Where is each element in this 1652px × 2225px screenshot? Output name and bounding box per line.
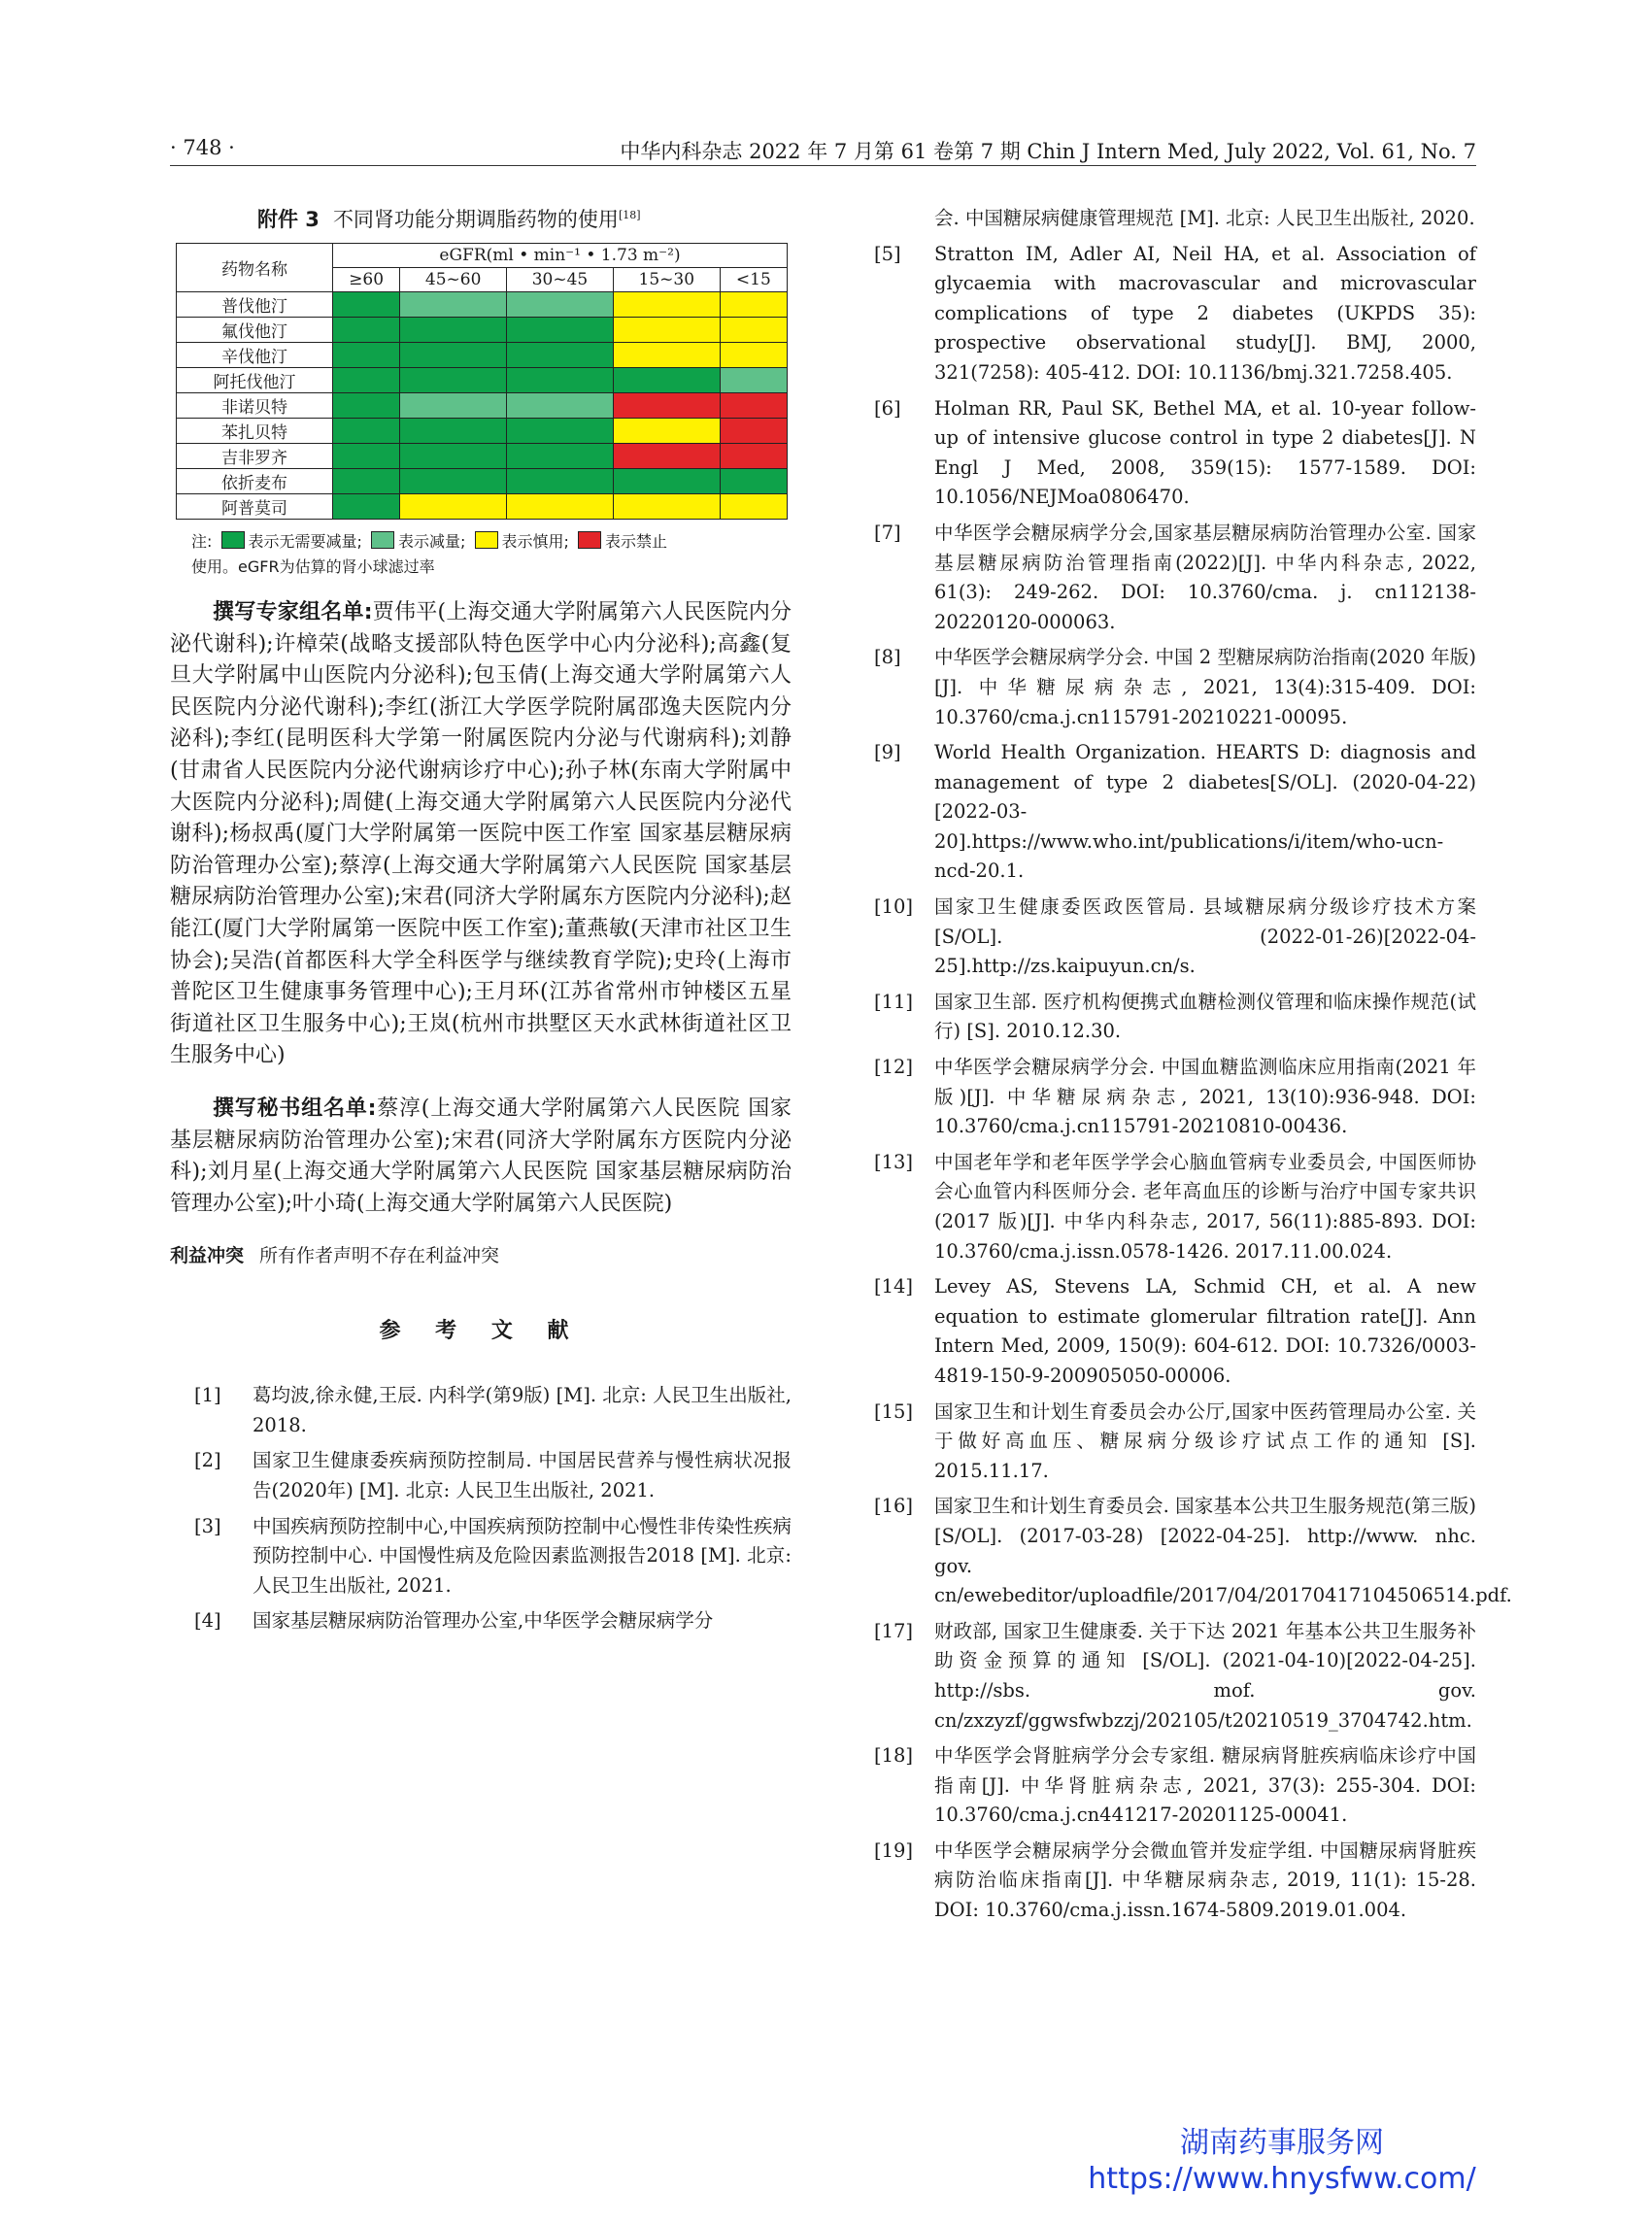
table-legend	[191, 529, 792, 580]
recommendation-cell	[720, 343, 787, 368]
recommendation-cell	[720, 318, 787, 343]
reference-number: [6]	[874, 396, 901, 420]
drug-row	[177, 419, 788, 444]
recommendation-cell	[400, 494, 507, 520]
reference-number: [19]	[874, 1838, 914, 1862]
reference-text: 国家卫生健康委医政医管局. 县域糖尿病分级诊疗技术方案 [S/OL]. (2022-01-26)[2022-04-25].http://zs.kaipuyun.cn/s.	[934, 895, 1476, 978]
recommendation-cell	[507, 419, 614, 444]
reference-number: [1]	[194, 1384, 221, 1407]
recommendation-cell	[613, 318, 720, 343]
egfr-header: eGFR(ml • min⁻¹ • 1.73 m⁻²)	[333, 244, 788, 268]
conflict-statement	[170, 1241, 792, 1267]
recommendation-cell	[613, 444, 720, 469]
recommendation-cell	[333, 292, 400, 318]
left-column	[170, 204, 792, 1642]
reference-item	[874, 1617, 1476, 1736]
drug-row	[177, 494, 788, 520]
conflict-text: 所有作者声明不存在利益冲突	[259, 1245, 500, 1267]
secretary-list-text: 蔡淳(上海交通大学附属第六人民医院 国家基层糖尿病防治管理办公室);宋君(同济大学附属东方医院内分泌科);刘月星(上海交通大学附属第六人民医院 国家基层糖尿病防治管理办公室);叶小琦(上海交通大学附属第六人民医院)	[170, 1096, 792, 1216]
recommendation-cell	[333, 419, 400, 444]
legend-green-label: 表示无需要减量;	[248, 532, 362, 551]
reference-item	[874, 519, 1476, 637]
recommendation-cell	[400, 419, 507, 444]
reference-item	[170, 1512, 792, 1601]
attachment-label: 附件 3	[257, 208, 320, 231]
reference-number: [14]	[874, 1275, 914, 1298]
reference-number: [7]	[874, 521, 901, 544]
reference-text: Holman RR, Paul SK, Bethel MA, et al. 10-year follow-up of intensive glucose control in type 2 diabetes[J]. N Engl J Med, 2008, 359(15): 1577-1589. DOI: 10.1056/NEJMoa0806470.	[934, 396, 1476, 509]
reference-item	[874, 1148, 1476, 1266]
drug-row	[177, 393, 788, 419]
recommendation-cell	[333, 469, 400, 494]
recommendation-cell	[507, 444, 614, 469]
reference-text: 中华医学会糖尿病学分会微血管并发症学组. 中国糖尿病肾脏疾病防治临床指南[J]. 中华糖尿病杂志, 2019, 11(1): 15-28. DOI: 10.3760/cma.j.issn.1674-5809.2019.01.004.	[934, 1838, 1476, 1922]
legend-red-label: 表示禁止	[605, 532, 668, 551]
expert-list-text: 贾伟平(上海交通大学附属第六人民医院内分泌代谢科);许樟荣(战略支援部队特色医学中心内分泌科);高鑫(复旦大学附属中山医院内分泌科);包玉倩(上海交通大学附属第六人民医院内分泌代谢科);李红(浙江大学医学院附属邵逸夫医院内分泌科);李红(昆明医科大学第一附属医院内分泌与代谢病科);刘静(甘肃省人民医院内分泌代谢病诊疗中心);孙子林(东南大学附属中大医院内分泌科);周健(上海交通大学附属第六人民医院内分泌代谢科);杨叔禹(厦门大学附属第一医院中医工作室 国家基层糖尿病防治管理办公室);蔡淳(上海交通大学附属第六人民医院 国家基层糖尿病防治管理办公室);宋君(同济大学附属东方医院内分泌科);赵能江(厦门大学附属第一医院中医工作室);董燕敏(天津市社区卫生协会);吴浩(首都医科大学全科医学与继续教育学院);史玲(上海市普陀区卫生健康事务管理中心);王月环(江苏省常州市钟楼区五星街道社区卫生服务中心);王岚(杭州市拱墅区天水武林街道社区卫生服务中心)	[170, 600, 792, 1068]
recommendation-cell	[333, 343, 400, 368]
attachment-ref: [18]	[618, 209, 641, 221]
reference-text: 会. 中国糖尿病健康管理规范 [M]. 北京: 人民卫生出版社, 2020.	[934, 207, 1475, 229]
stage-header: 30~45	[507, 268, 614, 292]
drug-row	[177, 343, 788, 368]
recommendation-cell	[333, 494, 400, 520]
drug-name: 依折麦布	[177, 469, 333, 494]
drug-table	[176, 243, 788, 520]
running-header	[170, 134, 1476, 166]
drug-name: 阿普莫司	[177, 494, 333, 520]
reference-number: [4]	[194, 1609, 221, 1633]
reference-item	[170, 1381, 792, 1440]
recommendation-cell	[507, 368, 614, 393]
secretary-list	[170, 1094, 792, 1220]
reference-text: 中华医学会糖尿病学分会. 中国 2 型糖尿病防治指南(2020 年版)[J]. 中华糖尿病杂志, 2021, 13(4):315-409. DOI: 10.3760/cma.j.cn115791-20210221-00095.	[934, 646, 1476, 728]
recommendation-cell	[507, 292, 614, 318]
recommendation-cell	[720, 292, 787, 318]
reference-item	[170, 1446, 792, 1505]
drug-name: 普伐他汀	[177, 292, 333, 318]
legend-red-swatch	[578, 531, 601, 549]
drug-row	[177, 368, 788, 393]
recommendation-cell	[613, 469, 720, 494]
recommendation-cell	[507, 494, 614, 520]
reference-item	[874, 1053, 1476, 1142]
watermark-name: 湖南药事服务网	[1180, 2126, 1384, 2160]
stage-header: ≥60	[333, 268, 400, 292]
recommendation-cell	[333, 368, 400, 393]
reference-text: 国家卫生和计划生育委员会. 国家基本公共卫生服务规范(第三版) [S/OL]. (2017-03-28) [2022-04-25]. http://www. nhc. gov. cn/ewebeditor/uploadfile/2017/04/20170417104506514.pdf.	[934, 1495, 1512, 1607]
reference-text: 国家卫生和计划生育委员会办公厅,国家中医药管理局办公室. 关于做好高血压、糖尿病分级诊疗试点工作的通知 [S]. 2015.11.17.	[934, 1399, 1476, 1482]
recommendation-cell	[507, 343, 614, 368]
recommendation-cell	[333, 393, 400, 419]
reference-number: [12]	[874, 1056, 914, 1079]
recommendation-cell	[507, 318, 614, 343]
drug-name: 辛伐他汀	[177, 343, 333, 368]
recommendation-cell	[613, 368, 720, 393]
reference-text: 中华医学会糖尿病学分会,国家基层糖尿病防治管理办公室. 国家基层糖尿病防治管理指南(2022)[J]. 中华内科杂志, 2022, 61(3): 249-262. DOI: 10.3760/cma. j. cn112138-20220120-000063.	[934, 521, 1476, 633]
recommendation-cell	[613, 419, 720, 444]
drug-name: 非诺贝特	[177, 393, 333, 419]
recommendation-cell	[613, 494, 720, 520]
attachment-title	[257, 204, 792, 243]
recommendation-cell	[333, 318, 400, 343]
legend-light-swatch	[371, 531, 394, 549]
drug-name: 阿托伐他汀	[177, 368, 333, 393]
reference-item	[874, 394, 1476, 513]
recommendation-cell	[333, 444, 400, 469]
legend-light-label: 表示减量;	[398, 532, 466, 551]
reference-number: [5]	[874, 242, 901, 265]
reference-text: World Health Organization. HEARTS D: diagnosis and management of type 2 diabetes[S/OL]. (2020-04-22)[2022-03-20].https://www.who.int/publications/i/item/who-ucn-ncd-20.1.	[934, 741, 1476, 883]
reference-text: 中国老年学和老年医学学会心脑血管病专业委员会, 中国医师协会心血管内科医师分会. 老年高血压的诊断与治疗中国专家共识(2017 版)[J]. 中华内科杂志, 2017, 56(11):885-893. DOI: 10.3760/cma.j.issn.0578-1426. 2017.11.00.024.	[934, 1150, 1476, 1263]
watermark	[1078, 2125, 1486, 2197]
recommendation-cell	[720, 393, 787, 419]
right-column	[874, 204, 1512, 1932]
reference-text: 国家卫生健康委疾病预防控制局. 中国居民营养与慢性病状况报告(2020年) [M]. 北京: 人民卫生出版社, 2021.	[253, 1449, 792, 1502]
reference-text: 国家基层糖尿病防治管理办公室,中华医学会糖尿病学分	[253, 1609, 714, 1633]
recommendation-cell	[400, 343, 507, 368]
reference-number: [11]	[874, 990, 914, 1013]
reference-item	[874, 1492, 1512, 1610]
attachment-title-text: 不同肾功能分期调脂药物的使用	[332, 208, 619, 231]
reference-number: [13]	[874, 1150, 914, 1173]
watermark-url[interactable]: https://www.hnysfww.com/	[1088, 2162, 1476, 2196]
drug-name: 苯扎贝特	[177, 419, 333, 444]
reference-number: [3]	[194, 1514, 221, 1537]
reference-number: [10]	[874, 895, 914, 919]
reference-item	[874, 1837, 1476, 1926]
reference-number: [17]	[874, 1619, 914, 1642]
legend-line2: 使用。eGFR为估算的肾小球滤过率	[191, 557, 435, 576]
reference-text: 国家卫生部. 医疗机构便携式血糖检测仪管理和临床操作规范(试行) [S]. 2010.12.30.	[934, 990, 1476, 1043]
recommendation-cell	[720, 419, 787, 444]
stage-header: 45~60	[400, 268, 507, 292]
reference-number: [16]	[874, 1495, 914, 1518]
legend-prefix: 注:	[191, 532, 213, 551]
reference-number: [15]	[874, 1399, 914, 1423]
recommendation-cell	[400, 368, 507, 393]
reference-item	[874, 893, 1476, 982]
recommendation-cell	[507, 393, 614, 419]
legend-yellow-label: 表示慎用;	[501, 532, 569, 551]
reference-item	[874, 988, 1476, 1047]
page-number: · 748 ·	[170, 136, 235, 159]
reference-continued	[874, 204, 1476, 234]
recommendation-cell	[720, 444, 787, 469]
references-title: 参 考 文 献	[379, 1319, 583, 1344]
reference-text: 中华医学会糖尿病学分会. 中国血糖监测临床应用指南(2021 年版)[J]. 中华糖尿病杂志, 2021, 13(10):936-948. DOI: 10.3760/cma.j.cn115791-20210810-00436.	[934, 1056, 1476, 1138]
stage-header: <15	[720, 268, 787, 292]
references-right	[874, 240, 1512, 1926]
recommendation-cell	[507, 469, 614, 494]
recommendation-cell	[400, 444, 507, 469]
journal-citation: 中华内科杂志 2022 年 7 月第 61 卷第 7 期 Chin J Intern Med, July 2022, Vol. 61, No. 7	[620, 140, 1476, 163]
reference-text: 财政部, 国家卫生健康委. 关于下达 2021 年基本公共卫生服务补助资金预算的通知 [S/OL]. (2021-04-10)[2022-04-25]. http://sbs. mof. gov. cn/zxzyzf/ggwsfwbzzj/202105/t20210519_3704742.htm.	[934, 1619, 1476, 1732]
recommendation-cell	[613, 393, 720, 419]
recommendation-cell	[400, 318, 507, 343]
reference-text: 中国疾病预防控制中心,中国疾病预防控制中心慢性非传染性疾病预防控制中心. 中国慢性病及危险因素监测报告2018 [M]. 北京: 人民卫生出版社, 2021.	[253, 1514, 792, 1597]
recommendation-cell	[400, 292, 507, 318]
recommendation-cell	[720, 368, 787, 393]
drug-row	[177, 318, 788, 343]
stage-header: 15~30	[613, 268, 720, 292]
drug-row	[177, 469, 788, 494]
expert-list-label: 撰写专家组名单:	[213, 600, 373, 624]
reference-item	[874, 643, 1476, 732]
recommendation-cell	[613, 292, 720, 318]
conflict-label: 利益冲突	[170, 1245, 245, 1267]
reference-item	[170, 1606, 792, 1636]
recommendation-cell	[720, 469, 787, 494]
reference-text: 中华医学会肾脏病学分会专家组. 糖尿病肾脏疾病临床诊疗中国指南[J]. 中华肾脏病杂志, 2021, 37(3): 255-304. DOI: 10.3760/cma.j.cn441217-20201125-00041.	[934, 1744, 1476, 1827]
legend-yellow-swatch	[475, 531, 498, 549]
reference-number: [2]	[194, 1449, 221, 1472]
drug-name: 吉非罗齐	[177, 444, 333, 469]
drug-name-header: 药物名称	[177, 244, 333, 292]
reference-number: [18]	[874, 1744, 914, 1768]
secretary-list-label: 撰写秘书组名单:	[213, 1096, 377, 1121]
reference-number: [9]	[874, 741, 901, 764]
reference-item	[874, 240, 1476, 388]
legend-green-swatch	[221, 531, 245, 549]
drug-row	[177, 292, 788, 318]
drug-name: 氟伐他汀	[177, 318, 333, 343]
reference-number: [8]	[874, 646, 901, 669]
reference-text: Levey AS, Stevens LA, Schmid CH, et al. A new equation to estimate glomerular filtration rate[J]. Ann Intern Med, 2009, 150(9): 604-612. DOI: 10.7326/0003-4819-150-9-200905050-00006.	[934, 1275, 1476, 1387]
recommendation-cell	[400, 469, 507, 494]
references-left	[170, 1381, 792, 1636]
drug-row	[177, 444, 788, 469]
drug-table-body	[177, 292, 788, 520]
recommendation-cell	[400, 393, 507, 419]
recommendation-cell	[613, 343, 720, 368]
expert-list	[170, 597, 792, 1072]
reference-item	[874, 738, 1476, 887]
reference-item	[874, 1398, 1476, 1487]
reference-item	[874, 1272, 1476, 1391]
reference-text: Stratton IM, Adler AI, Neil HA, et al. Association of glycaemia with macrovascular and microvascular complications of type 2 diabetes (UKPDS 35): prospective observational study[J]. BMJ, 2000, 321(7258): 405-412. DOI: 10.1136/bmj.321.7258.405.	[934, 242, 1476, 384]
reference-item	[874, 1741, 1476, 1831]
reference-text: 葛均波,徐永健,王辰. 内科学(第9版) [M]. 北京: 人民卫生出版社, 2018.	[253, 1384, 792, 1436]
recommendation-cell	[720, 494, 787, 520]
